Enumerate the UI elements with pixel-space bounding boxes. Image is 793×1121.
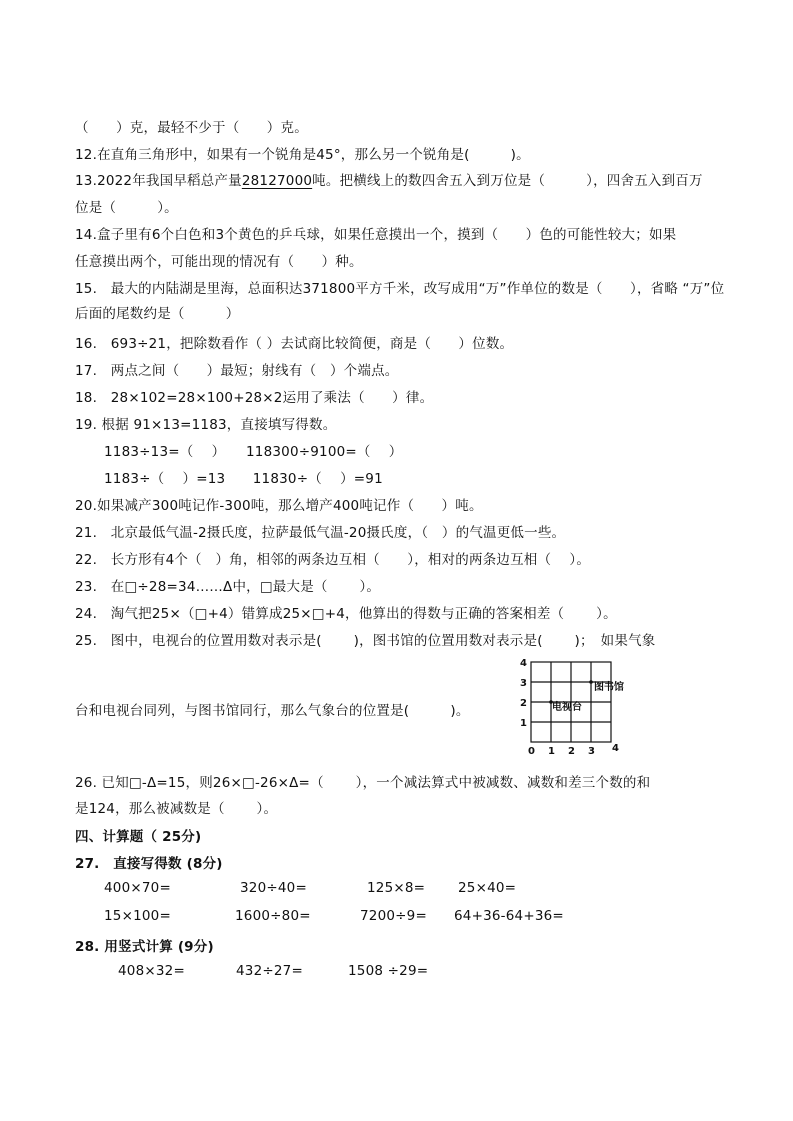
q27-item-7: 7200÷9= [360, 908, 427, 924]
question-20: 20.如果减产300吨记作-300吨，那么增产400吨记作（ ）吨。 [75, 498, 483, 514]
question-17: 17. 两点之间（ ）最短；射线有（ ）个端点。 [75, 363, 399, 379]
q27-item-5: 15×100= [104, 908, 171, 924]
q28-item-1: 408×32= [118, 963, 185, 979]
question-12: 12.在直角三角形中，如果有一个锐角是45°，那么另一个锐角是( )。 [75, 147, 530, 163]
section-4-heading: 四、计算题（ 25分) [75, 829, 202, 845]
q27-item-3: 125×8= [367, 880, 426, 896]
q13-prefix: 13.2022年我国早稻总产量 [75, 173, 242, 189]
x-tick-4: 4 [612, 743, 619, 754]
x-tick-0: 0 [528, 746, 535, 756]
question-19-row2: 1183÷（ ）=13 11830÷（ ）=91 [104, 471, 383, 487]
question-13-line1 [75, 169, 703, 189]
question-26-line2: 是124，那么被减数是（ ）。 [75, 801, 278, 817]
question-27-heading: 27. 直接写得数 (8分) [75, 856, 223, 872]
question-18: 18. 28×102=28×100+28×2运用了乘法（ ）律。 [75, 390, 434, 406]
coordinate-grid-figure [516, 656, 628, 756]
question-14-line2: 任意摸出两个，可能出现的情况有（ ）种。 [75, 254, 363, 270]
y-tick-3: 3 [520, 678, 527, 689]
library-point [589, 680, 593, 684]
question-24: 24. 淘气把25×（□+4）错算成25×□+4，他算出的得数与正确的答案相差（ ）。 [75, 606, 617, 622]
q27-item-8: 64+36-64+36= [454, 908, 564, 924]
question-26-line1: 26. 已知□-Δ=15，则26×□-26×Δ=（ ），一个减法算式中被减数、减数和差三个数的和 [75, 775, 651, 791]
question-15-line1: 15. 最大的内陆湖是里海，总面积达371800平方千米，改写成用“万”作单位的数是（ ），省略 “万”位 [75, 281, 725, 297]
question-21: 21. 北京最低气温-2摄氏度，拉萨最低气温-20摄氏度，（ ）的气温更低一些。 [75, 525, 566, 541]
x-tick-1: 1 [548, 746, 555, 756]
q27-item-2: 320÷40= [240, 880, 307, 896]
q11-continuation: （ ）克，最轻不少于（ ）克。 [75, 120, 308, 136]
question-19-row1: 1183÷13=（ ） 118300÷9100=（ ） [104, 444, 403, 460]
question-23: 23. 在□÷28=34……Δ中，□最大是（ ）。 [75, 579, 381, 595]
question-19: 19. 根据 91×13=1183，直接填写得数。 [75, 417, 337, 433]
question-28-heading: 28. 用竖式计算 (9分) [75, 939, 214, 955]
question-13-line2: 位是（ ）。 [75, 200, 178, 216]
q27-item-4: 25×40= [458, 880, 517, 896]
question-25-line2: 台和电视台同列，与图书馆同行，那么气象台的位置是( )。 [75, 703, 470, 719]
x-tick-2: 2 [568, 746, 575, 756]
y-axis-ticks [520, 658, 527, 729]
q27-item-6: 1600÷80= [235, 908, 311, 924]
q27-item-1: 400×70= [104, 880, 171, 896]
library-label: 图书馆 [594, 682, 624, 693]
question-25-line1: 25. 图中，电视台的位置用数对表示是( )，图书馆的位置用数对表示是( )； 如果气象 [75, 633, 656, 649]
q13-suffix: 吨。把横线上的数四舍五入到万位是（ ），四舍五入到百万 [312, 173, 703, 189]
x-axis-ticks [528, 743, 619, 756]
q13-underlined-number: 28127000 [241, 173, 313, 189]
question-14-line1: 14.盒子里有6个白色和3个黄色的乒乓球，如果任意摸出一个，摸到（ ）色的可能性较大；如果 [75, 227, 677, 243]
question-22: 22. 长方形有4个（ ）角，相邻的两条边互相（ ），相对的两条边互相（ ）。 [75, 552, 591, 568]
x-tick-3: 3 [588, 746, 595, 756]
question-15-line2: 后面的尾数约是（ ） [75, 306, 240, 322]
q28-item-3: 1508 ÷29= [348, 963, 429, 979]
q28-item-2: 432÷27= [236, 963, 303, 979]
y-tick-2: 2 [520, 698, 527, 709]
y-tick-4: 4 [520, 658, 527, 669]
coordinate-grid [516, 656, 628, 756]
question-16: 16. 693÷21，把除数看作（ ）去试商比较简便，商是（ ）位数。 [75, 336, 514, 352]
y-tick-1: 1 [520, 718, 527, 729]
tv-station-label: 电视台 [552, 702, 582, 713]
